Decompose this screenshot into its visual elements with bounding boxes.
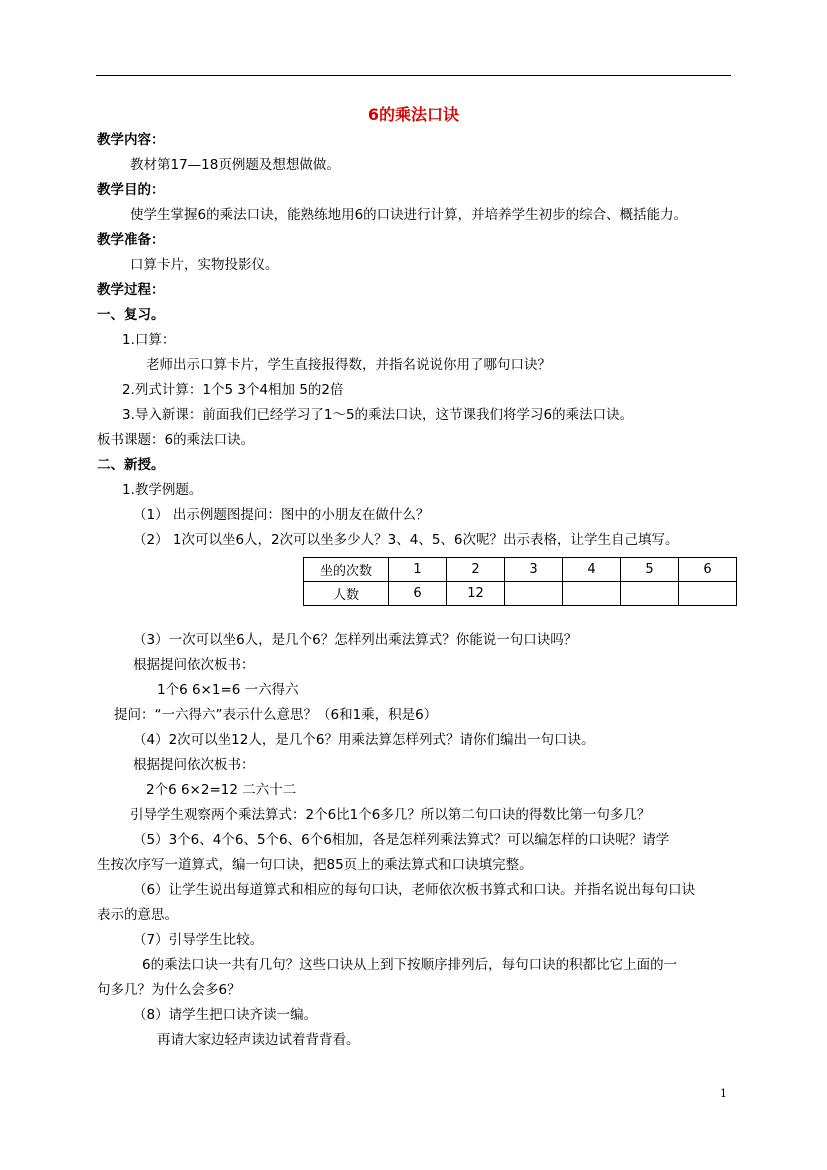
table-cell: 坐的次数 xyxy=(304,558,389,582)
prep-text: 口算卡片，实物投影仪。 xyxy=(130,257,279,273)
review-heading: 一、复习。 xyxy=(97,307,165,323)
table-cell: 1 xyxy=(389,558,447,582)
goal-text: 使学生掌握6的乘法口诀，能熟练地用6的口诀进行计算，并培养学生初步的综合、概括能力。 xyxy=(130,207,688,223)
content-text: 教材第17—18页例题及想想做做。 xyxy=(130,157,340,173)
new-item-7: （7）引导学生比较。 xyxy=(133,932,264,948)
goal-heading: 教学目的： xyxy=(97,182,165,198)
page-number: 1 xyxy=(720,1087,727,1100)
table-cell: 6 xyxy=(679,558,737,582)
new-item-8-a: 再请大家边轻声读边试着背背看。 xyxy=(157,1032,360,1048)
table-row xyxy=(304,582,737,606)
new-item-7-b: 句多几？为什么会多6？ xyxy=(97,982,241,998)
review-item-1: 1.口算： xyxy=(122,332,176,348)
table-cell: 12 xyxy=(447,582,505,606)
table-cell: 3 xyxy=(505,558,563,582)
new-item-5-a: （5）3个6、4个6、5个6、6个6相加，各是怎样列乘法算式？可以编怎样的口诀呢？请学 xyxy=(133,832,670,848)
new-item-6-b: 表示的意思。 xyxy=(97,907,178,923)
table-row xyxy=(304,558,737,582)
new-item-5-b: 生按次序写一道算式，编一句口诀，把85页上的乘法算式和口诀填完整。 xyxy=(97,857,533,873)
new-item-1-2: （2） 1次可以坐6人，2次可以坐多少人？3、4、5、6次呢？出示表格，让学生自己填写。 xyxy=(133,532,679,548)
table-cell: 4 xyxy=(563,558,621,582)
board-title: 板书课题：6的乘法口诀。 xyxy=(97,432,255,448)
new-item-3-c: 提问：“一六得六”表示什么意思？（6和1乘，积是6） xyxy=(114,707,438,723)
new-item-3: （3）一次可以坐6人，是几个6？怎样列出乘法算式？你能说一句口诀吗？ xyxy=(133,632,578,648)
new-item-1-1: （1） 出示例题图提问：图中的小朋友在做什么？ xyxy=(133,507,430,523)
table-cell xyxy=(621,582,679,606)
prep-heading: 教学准备： xyxy=(97,232,165,248)
new-item-6-a: （6）让学生说出每道算式和相应的每句口诀，老师依次板书算式和口诀。并指名说出每句口诀 xyxy=(133,882,696,898)
table-cell: 5 xyxy=(621,558,679,582)
new-item-3-b: 1个6 6×1=6 一六得六 xyxy=(157,682,299,698)
table-cell: 6 xyxy=(389,582,447,606)
new-item-3-a: 根据提问依次板书： xyxy=(133,657,255,673)
table-cell: 人数 xyxy=(304,582,389,606)
new-item-7-a: 6的乘法口诀一共有几句？这些口诀从上到下按顺序排列后，每句口诀的积都比它上面的一 xyxy=(142,957,678,973)
score-table xyxy=(303,557,737,606)
new-item-4-b: 2个6 6×2=12 二六十二 xyxy=(146,782,297,798)
new-item-4-c: 引导学生观察两个乘法算式：2个6比1个6多几？所以第二句口诀的得数比第一句多几？ xyxy=(130,807,651,823)
content-heading: 教学内容： xyxy=(97,132,165,148)
new-item-8: （8）请学生把口诀齐读一编。 xyxy=(133,1007,318,1023)
table-cell: 2 xyxy=(447,558,505,582)
new-heading: 二、新授。 xyxy=(97,457,165,473)
process-heading: 教学过程： xyxy=(97,282,165,298)
review-item-1-detail: 老师出示口算卡片，学生直接报得数，并指名说说你用了哪句口诀？ xyxy=(146,357,551,373)
document-title: 6的乘法口诀 xyxy=(367,105,460,124)
new-item-4-a: 根据提问依次板书： xyxy=(133,757,255,773)
review-item-3: 3.导入新课：前面我们已经学习了1～5的乘法口诀，这节课我们将学习6的乘法口诀。 xyxy=(122,407,634,423)
new-item-1: 1.教学例题。 xyxy=(122,482,203,498)
table-cell xyxy=(679,582,737,606)
table-cell xyxy=(505,582,563,606)
table-cell xyxy=(563,582,621,606)
new-item-4: （4）2次可以坐12人，是几个6？用乘法算怎样列式？请你们编出一句口诀。 xyxy=(133,732,595,748)
header-rule xyxy=(96,75,731,76)
review-item-2: 2.列式计算：1个5 3个4相加 5的2倍 xyxy=(122,382,344,398)
